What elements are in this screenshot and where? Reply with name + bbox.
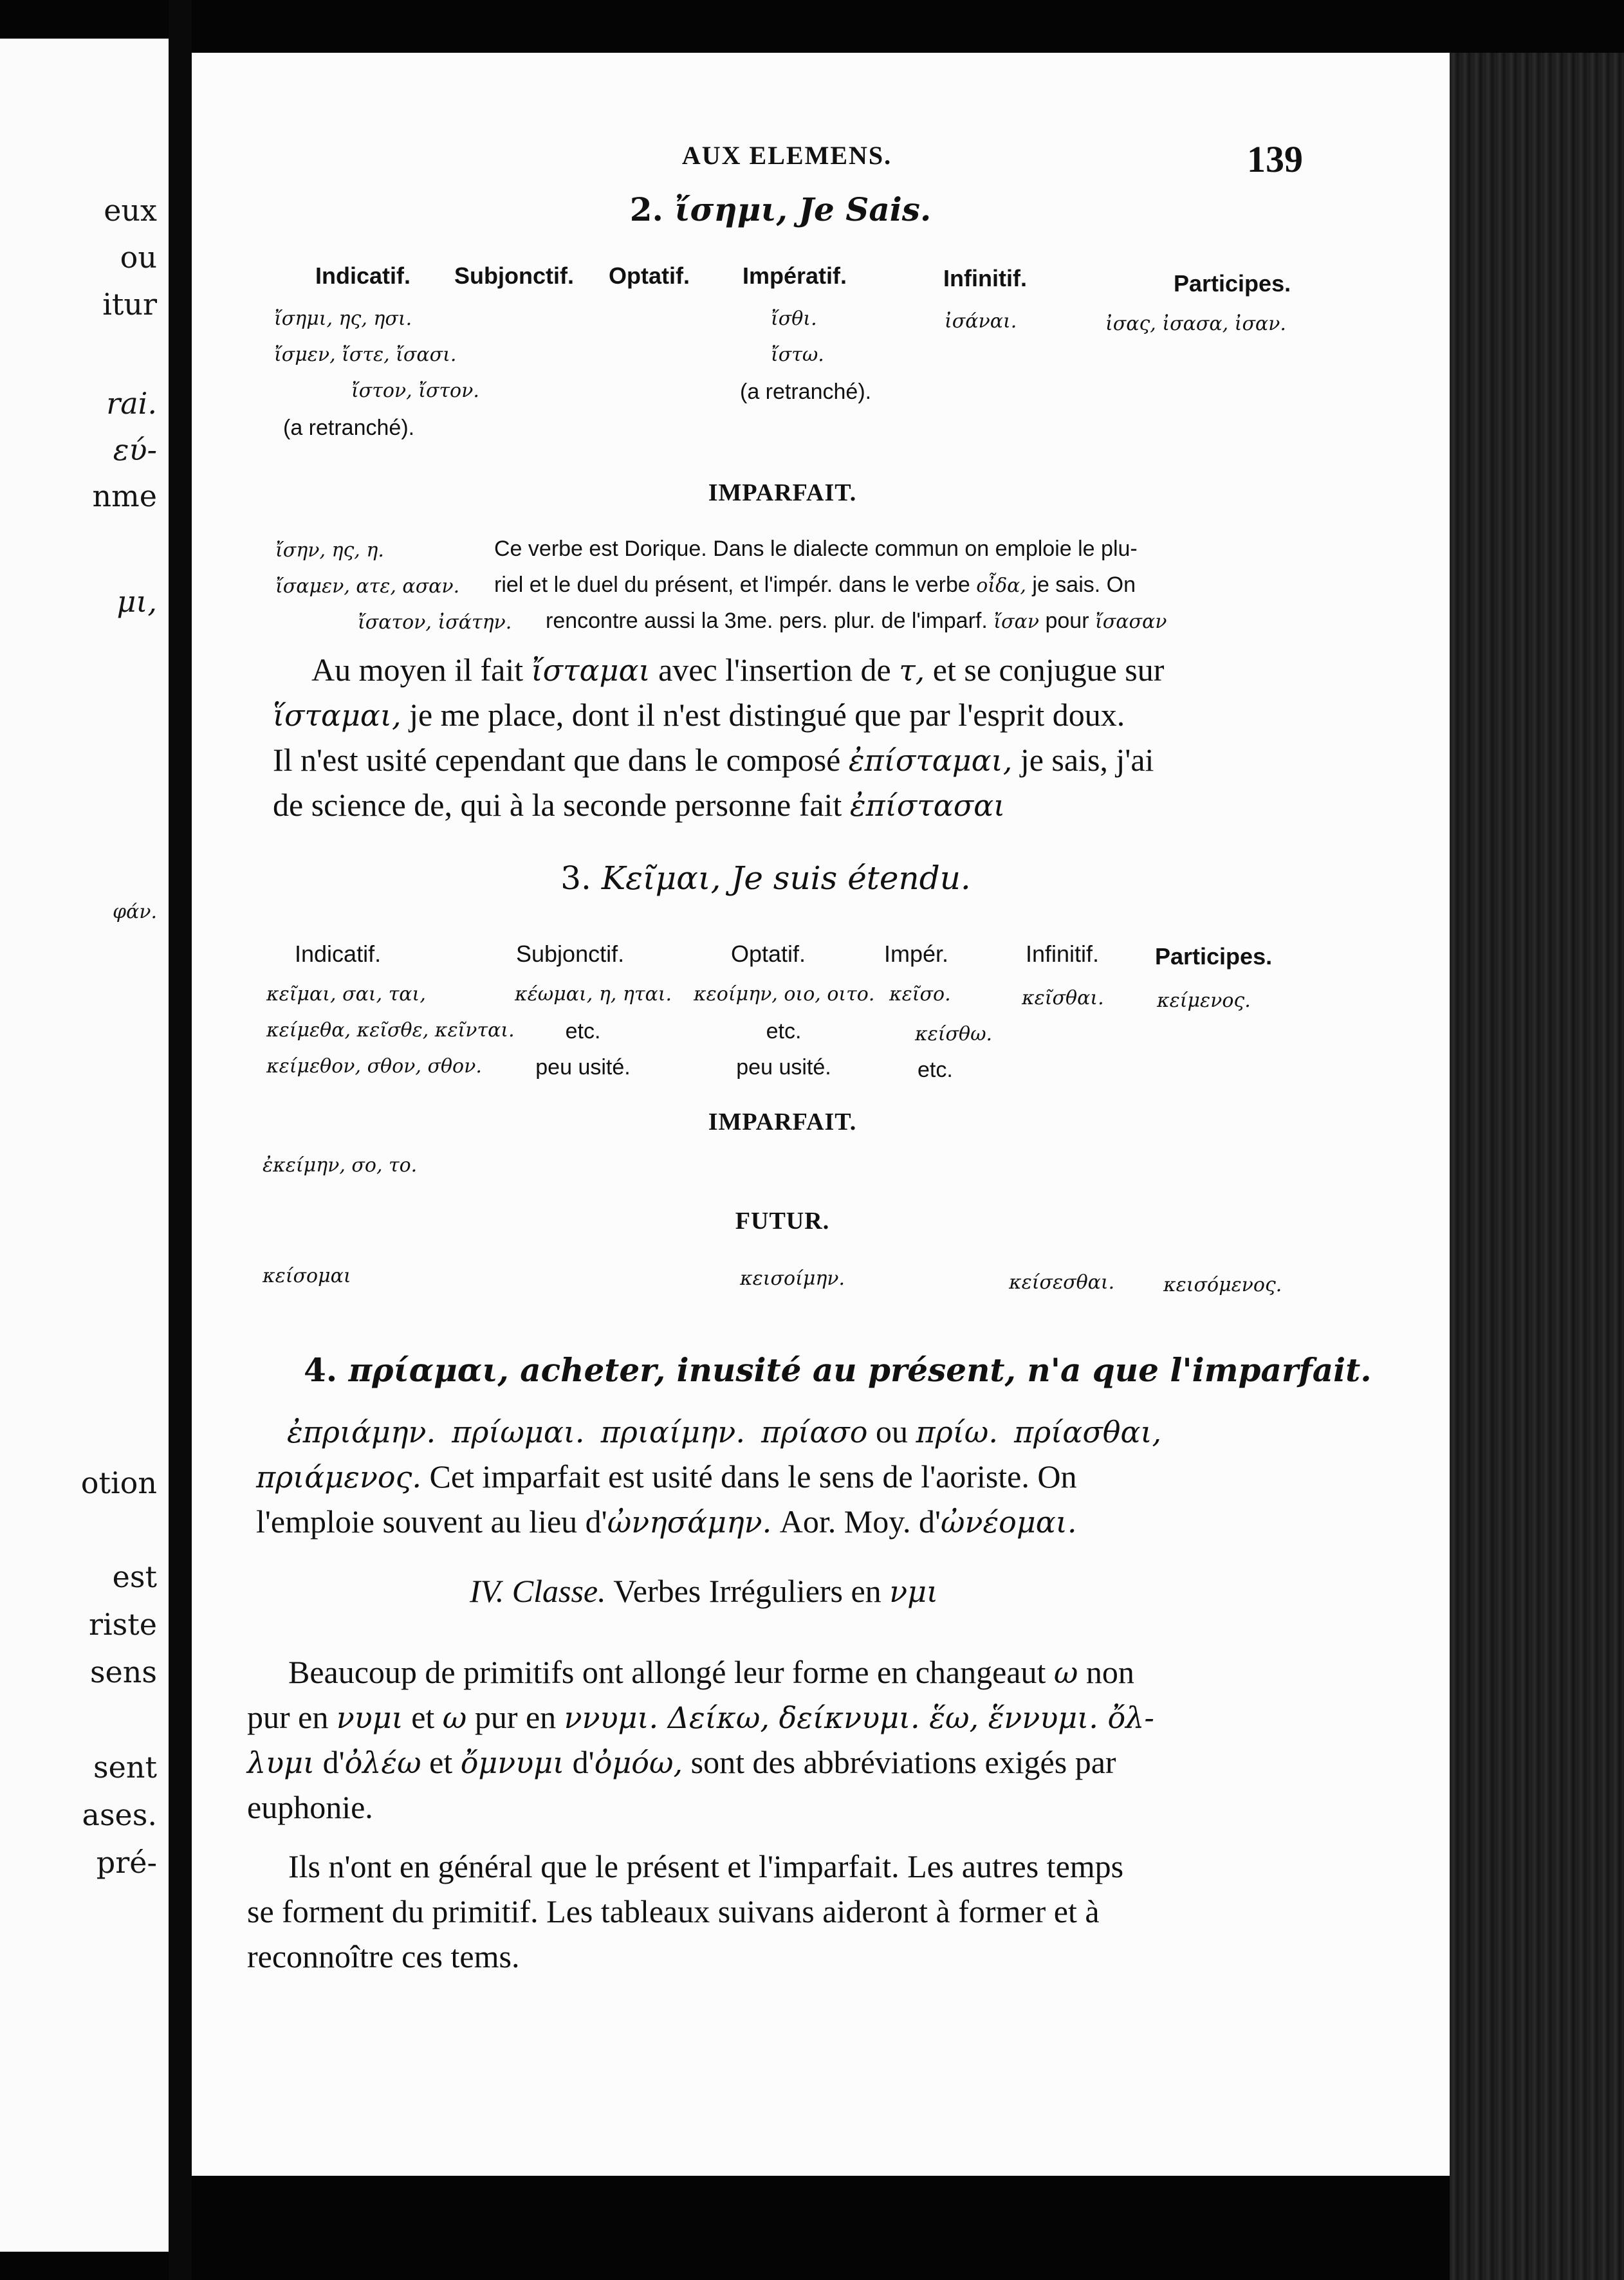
facing-page-fragment: sens — [89, 1655, 157, 1689]
facing-page-fragment: itur — [102, 287, 157, 322]
imperatif-form: etc. — [918, 1058, 953, 1082]
subjonctif-form: κέωμαι, η, ηται. — [515, 983, 672, 1006]
indicatif-form: κείμεθον, σθον, σθον. — [266, 1055, 482, 1078]
indicatif-form: ἴσμεν, ἴστε, ἴσασι. — [274, 344, 457, 366]
facing-page-fragment: nme — [92, 479, 157, 513]
col-indicatif: Indicatif. — [295, 941, 382, 967]
infinitif-form: κεῖσθαι. — [1022, 987, 1104, 1009]
paragraph-line: Au moyen il fait ἴσταμαι avec l'insertion de τ, et se conjugue sur — [311, 652, 1165, 688]
subjonctif-form: peu usité. — [535, 1055, 631, 1080]
imparfait-form: ἐκείμην, σο, το. — [263, 1154, 418, 1177]
heading-french: Je suis étendu. — [731, 860, 971, 897]
indicatif-form: ἴστον, ἴστον. — [351, 380, 479, 402]
optatif-form: peu usité. — [736, 1055, 831, 1080]
facing-page-fragment: est — [112, 1559, 157, 1594]
verb-3-heading — [560, 860, 971, 897]
indicatif-form: κεῖμαι, σαι, ται, — [266, 983, 426, 1006]
heading-french: acheter, inusité au présent, n'a que l'imparfait. — [520, 1351, 1372, 1389]
facing-page — [0, 39, 169, 2252]
infinitif-form: ἰσάναι. — [945, 310, 1017, 333]
book-page — [192, 53, 1450, 2176]
paragraph-line: l'emploie souvent au lieu d'ὠνησάμην. Aor. Moy. d'ὠνέομαι. — [256, 1503, 1077, 1540]
book-gutter — [169, 0, 192, 2280]
facing-page-fragment: rai. — [106, 386, 157, 421]
indicatif-note: (a retranché). — [283, 416, 415, 440]
usage-note: riel et le duel du présent, et l'impér. dans le verbe οἶδα, je sais. On — [494, 573, 1136, 597]
participe-form: ἰσας, ἰσασα, ἰσαν. — [1105, 313, 1286, 335]
paragraph-line: de science de, qui à la seconde personne fait ἐπίστασαι — [273, 787, 1006, 823]
futur-form: κεισοίμην. — [740, 1267, 845, 1290]
facing-page-fragment: εύ- — [113, 432, 157, 467]
paragraph-line: Il n'est usité cependant que dans le composé ἐπίσταμαι, je sais, j'ai — [273, 742, 1154, 778]
imparfait-form: ἴσην, ης, η. — [275, 539, 384, 562]
heading-greek: πρίαμαι, — [348, 1351, 509, 1389]
usage-note: rencontre aussi la 3me. pers. plur. de l'imparf. ἴσαν pour ἴσασαν — [546, 609, 1167, 633]
heading-number: 3. — [560, 860, 591, 897]
paragraph-line: Ils n'ont en général que le présent et l'imparfait. Les autres temps — [288, 1848, 1124, 1884]
imparfait-form: ἴσαμεν, ατε, ασαν. — [275, 575, 460, 598]
imperatif-note: (a retranché). — [740, 380, 872, 404]
heading-greek: ἴσημι, — [674, 190, 788, 228]
imparfait-form: ἴσατον, ἰσάτην. — [358, 611, 512, 634]
futur-form: κείσομαι — [263, 1265, 351, 1287]
col-subjonctif: Subjonctif. — [516, 941, 625, 967]
col-imperatif: Impér. — [884, 941, 949, 967]
col-optatif: Optatif. — [731, 941, 806, 967]
facing-page-fragment: μι, — [116, 584, 157, 619]
facing-page-fragment: ou — [120, 240, 157, 275]
optatif-form: etc. — [766, 1019, 802, 1043]
heading-french: Je Sais. — [798, 190, 932, 228]
participe-form: κείμενος. — [1157, 989, 1251, 1012]
class-heading: IV. Classe. Verbes Irréguliers en νμι — [470, 1573, 939, 1609]
paragraph-line: πριάμενος. Cet imparfait est usité dans le sens de l'aoriste. On — [256, 1458, 1077, 1494]
paragraph-line: se forment du primitif. Les tableaux suivans aideront à former et à — [247, 1893, 1100, 1929]
col-imperatif: Impératif. — [743, 262, 847, 289]
running-title: AUX ELEMENS. — [681, 141, 892, 170]
usage-note: Ce verbe est Dorique. Dans le dialecte commun on emploie le plu- — [494, 537, 1138, 561]
heading-number: 2. — [629, 190, 663, 228]
imperatif-form: κεῖσο. — [889, 983, 951, 1006]
futur-label: FUTUR. — [735, 1208, 830, 1235]
indicatif-form: κείμεθα, κεῖσθε, κεῖνται. — [266, 1019, 515, 1042]
facing-page-fragment: ases. — [82, 1797, 157, 1832]
imperatif-form: ἴσθι. — [771, 308, 817, 330]
page-number: 139 — [1247, 138, 1303, 180]
facing-page-fragment: eux — [104, 193, 157, 228]
paragraph-line: pur en νυμι et ω pur en ννυμι. Δείκω, δείκνυμι. ἕω, ἕννυμι. ὄλ- — [247, 1699, 1154, 1735]
col-participes: Participes. — [1155, 943, 1273, 970]
optatif-form: κεοίμην, οιο, οιτο. — [694, 983, 875, 1006]
imparfait-label: IMPARFAIT. — [708, 479, 857, 506]
paragraph-line: λυμι d'ὀλέω et ὄμνυμι d'ὀμόω, sont des abbréviations exigés par — [247, 1744, 1116, 1780]
imperatif-form: κείσθω. — [915, 1023, 993, 1045]
facing-page-fragment: pré- — [96, 1845, 157, 1880]
col-infinitif: Infinitif. — [1026, 941, 1100, 967]
paragraph-line: ἵσταμαι, je me place, dont il n'est distingué que par l'esprit doux. — [273, 697, 1125, 733]
heading-greek: Κεῖμαι, — [601, 860, 721, 897]
imparfait-label: IMPARFAIT. — [708, 1108, 857, 1135]
indicatif-form: ἴσημι, ης, ησι. — [274, 308, 412, 330]
col-participes: Participes. — [1174, 270, 1291, 297]
col-subjonctif: Subjonctif. — [454, 262, 574, 289]
paragraph-line: ἐπριάμην. πρίωμαι. πριαίμην. πρίασο ou πρίω. πρίασθαι, — [287, 1413, 1162, 1449]
page-stack-edge — [1450, 53, 1624, 2280]
facing-page-fragment: sent — [93, 1750, 157, 1785]
futur-form: κείσεσθαι. — [1009, 1271, 1115, 1294]
col-indicatif: Indicatif. — [315, 262, 411, 289]
col-optatif: Optatif. — [609, 262, 690, 289]
verb-2-heading — [630, 190, 932, 228]
futur-form: κεισόμενος. — [1163, 1274, 1282, 1296]
facing-page-fragment: otion — [80, 1466, 157, 1500]
heading-number: 4. — [304, 1351, 338, 1389]
verb-4-heading — [304, 1351, 1372, 1389]
facing-page-fragment: riste — [88, 1607, 157, 1642]
paragraph-line: euphonie. — [247, 1789, 373, 1825]
subjonctif-form: etc. — [565, 1019, 601, 1043]
paragraph-line: reconnoître ces tems. — [247, 1938, 520, 1974]
imperatif-form: ἴστω. — [771, 344, 824, 366]
col-infinitif: Infinitif. — [943, 265, 1027, 291]
paragraph-line: Beaucoup de primitifs ont allongé leur forme en changeaut ω non — [288, 1654, 1134, 1690]
facing-page-fragment: φάν. — [112, 901, 157, 923]
